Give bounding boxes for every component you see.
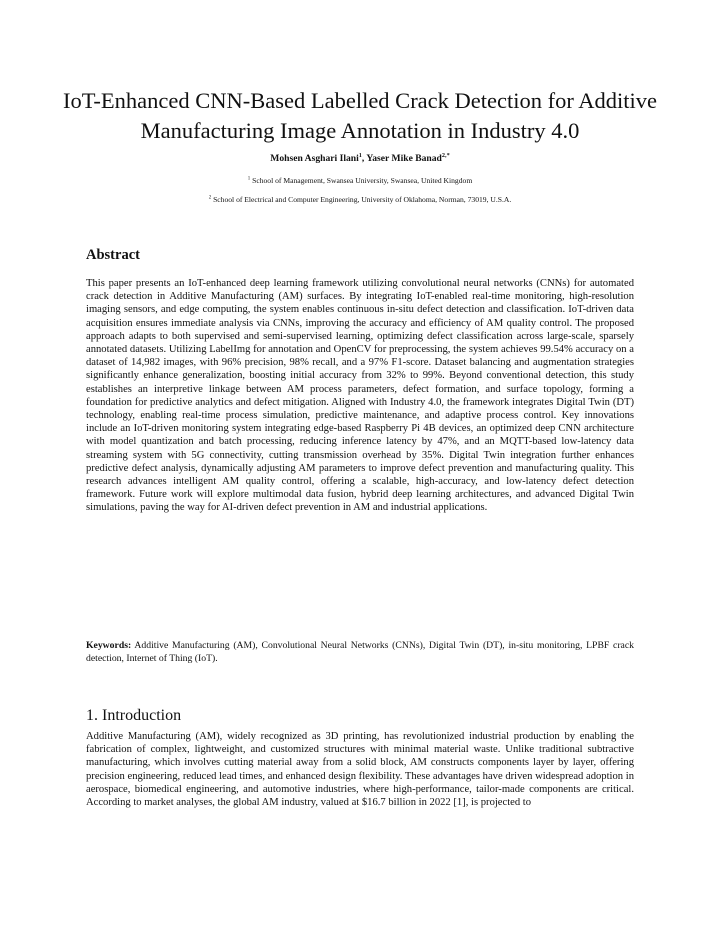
abstract-body: This paper presents an IoT-enhanced deep learning framework utilizing convolutional neural networks (CNNs) for automated crack detection in Additive Manufacturing (AM) surfaces. By integrating IoT-enabled real-time monitoring, high-resolution imaging sensors, and edge computing, the system enables continuous in-situ defect detection and classification. IoT-driven data acquisition ensures immediate analysis via CNNs, improving the accuracy and efficiency of AM quality control. The proposed approach adapts to both supervised and semi-supervised learning, optimizing defect classification across large-scale, sparsely annotated datasets. Utilizing LabelImg for annotation and OpenCV for preprocessing, the system achieves 99.54% accuracy on a dataset of 14,982 images, with 96% precision, 98% recall, and a 97% F1-score. Dataset balancing and augmentation strategies significantly enhance generalization, boosting initial accuracy from 32% to 99%. Beyond conventional detection, this study establishes an interpretive linkage between AM process parameters, defect formation, and surface topology, forming a foundation for predictive analytics and defect mitigation. Aligned with Industry 4.0, the framework integrates Digital Twin (DT) technology, enabling real-time process simulation, predictive maintenance, and adaptive process control. Key innovations include an IoT-driven monitoring system integrating edge-based Raspberry Pi 4B devices, an optimized deep CNN architecture with model quantization and batch processing, reducing inference latency by 47%, and an MQTT-based low-latency data streaming system with 5G connectivity, cutting transmission overhead by 35%. Digital Twin integration further enhances predictive defect analysis, dynamically adjusting AM parameters to improve defect prevention and manufacturing quality. This research advances intelligent AM quality control, offering a scalable, high-accuracy, and low-latency defect detection framework. Future work will explore multimodal data fusion, hybrid deep learning architectures, and advanced Digital Twin simulations, paving the way for AI-driven defect prevention in AM and industrial applications. xyxy=(86,278,634,514)
paper-title: IoT-Enhanced CNN-Based Labelled Crack Detection for Additive Manufacturing Image Annotation in Industry 4.0 xyxy=(63,88,657,143)
affiliation-2 xyxy=(60,195,660,205)
affiliation-1-mark: 1 xyxy=(247,176,251,182)
author-1-affiliation-mark: 1 xyxy=(358,151,362,159)
keywords-paragraph xyxy=(86,640,634,665)
author-1-name: Mohsen Asghari Ilani xyxy=(270,153,359,164)
author-line xyxy=(60,153,660,165)
affiliation-1-text: School of Management, Swansea University, Swansea, United Kingdom xyxy=(250,176,473,185)
abstract-heading: Abstract xyxy=(86,247,140,263)
affiliation-2-mark: 2 xyxy=(208,195,212,201)
introduction-body: Additive Manufacturing (AM), widely recognized as 3D printing, has revolutionized industrial production by enabling the fabrication of complex, lightweight, and customized structures with minimal material waste. Unlike traditional subtractive manufacturing, which involves cutting material away from a solid block, AM constructs components layer by layer, offering precision engineering, reduced lead times, and enhanced design flexibility. These advantages have driven widespread adoption in aerospace, biomedical engineering, and automotive industries, where high-performance, tailor-made components are critical. According to market analyses, the global AM industry, valued at $16.7 billion in 2022 [1], is projected to xyxy=(86,731,634,809)
author-separator: , xyxy=(361,153,367,164)
keywords-text: Additive Manufacturing (AM), Convolutional Neural Networks (CNNs), Digital Twin (DT), in-situ monitoring, LPBF crack detection, Internet of Thing (IoT). xyxy=(86,640,634,664)
author-2-name: Yaser Mike Banad xyxy=(366,153,442,164)
introduction-heading: 1. Introduction xyxy=(86,707,182,724)
affiliation-2-text: School of Electrical and Computer Engineering, University of Oklahoma, Norman, 73019, U.S.A. xyxy=(211,195,512,204)
affiliation-1 xyxy=(60,176,660,186)
author-2-affiliation-mark: 2,* xyxy=(441,151,450,159)
keywords-label: Keywords: xyxy=(86,640,132,651)
